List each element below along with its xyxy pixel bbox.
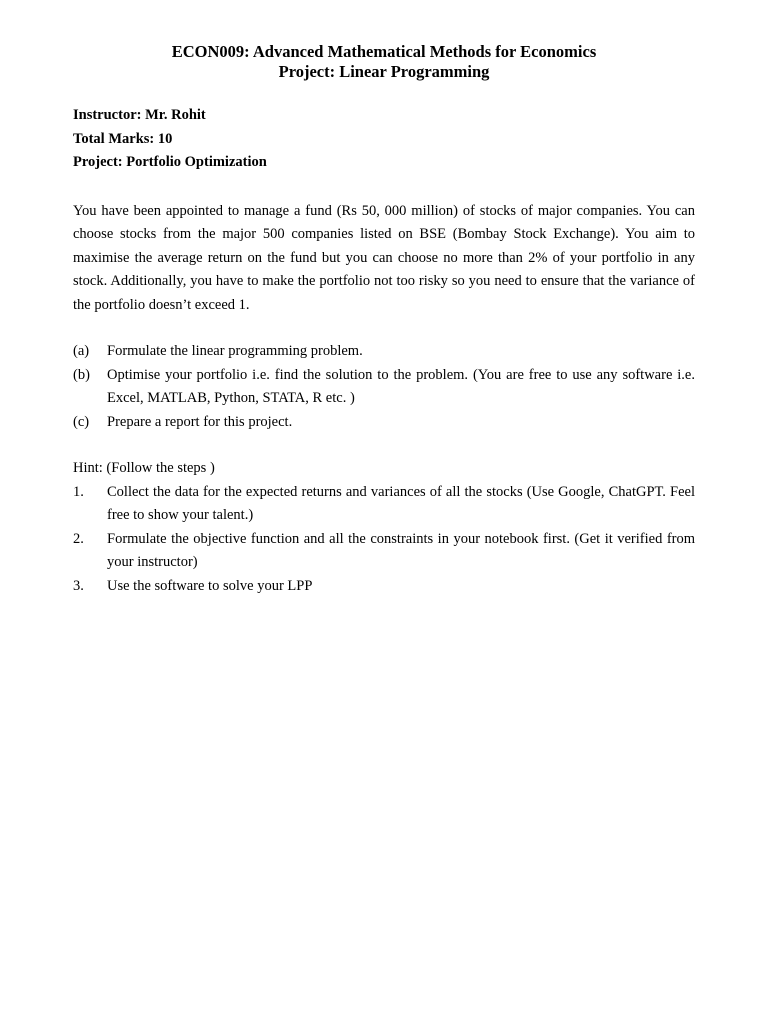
task-marker: (a) [73,343,90,359]
task-marker: (c) [73,413,90,430]
step-text: Collect the data for the expected returns and variances of all the stocks (Use Google, ChatGPT. Feel free to show your talent.) [107,483,695,523]
step-text: Formulate the objective function and all the constraints in your notebook first. (Get it verified from your instructor) [107,530,695,570]
task-item [73,340,695,364]
hint-step [73,575,695,599]
total-marks-line: Total Marks: 10 [73,130,173,147]
document-title [73,42,695,82]
hint-section [73,457,695,598]
step-text: Use the software to solve your LPP [107,577,313,594]
task-marker: (b) [73,366,90,383]
step-marker: 2. [73,530,84,547]
task-item [73,364,695,411]
hint-step [73,481,695,528]
hint-step [73,528,695,575]
step-marker: 3. [73,577,84,594]
task-text: Formulate the linear programming problem. [107,343,363,359]
task-text: Optimise your portfolio i.e. find the solution to the problem. (You are free to use any software i.e. Excel, MATLAB, Python, STATA, R etc. ) [107,366,695,406]
project-meta [73,104,695,175]
step-marker: 1. [73,483,84,500]
instructor-line: Instructor: Mr. Rohit [73,107,206,123]
task-list [73,340,695,434]
hint-heading: Hint: (Follow the steps ) [73,460,215,476]
task-text: Prepare a report for this project. [107,413,293,430]
intro-paragraph: You have been appointed to manage a fund (Rs 50, 000 million) of stocks of major companies. You can choose stocks from the major 500 companies listed on BSE (Bombay Stock Exchange). You aim to maximise the average return on the fund but you can choose no more than 2% of your portfolio in any stock. Additionally, you have to make the portfolio not too risky so you need to ensure that the variance of the portfolio doesn’t exceed 1. [73,202,695,313]
project-title: Project: Linear Programming [278,62,490,81]
document-page [73,42,695,598]
task-item [73,411,695,435]
course-title: ECON009: Advanced Mathematical Methods for Economics [171,42,597,61]
project-name-line: Project: Portfolio Optimization [73,154,267,170]
